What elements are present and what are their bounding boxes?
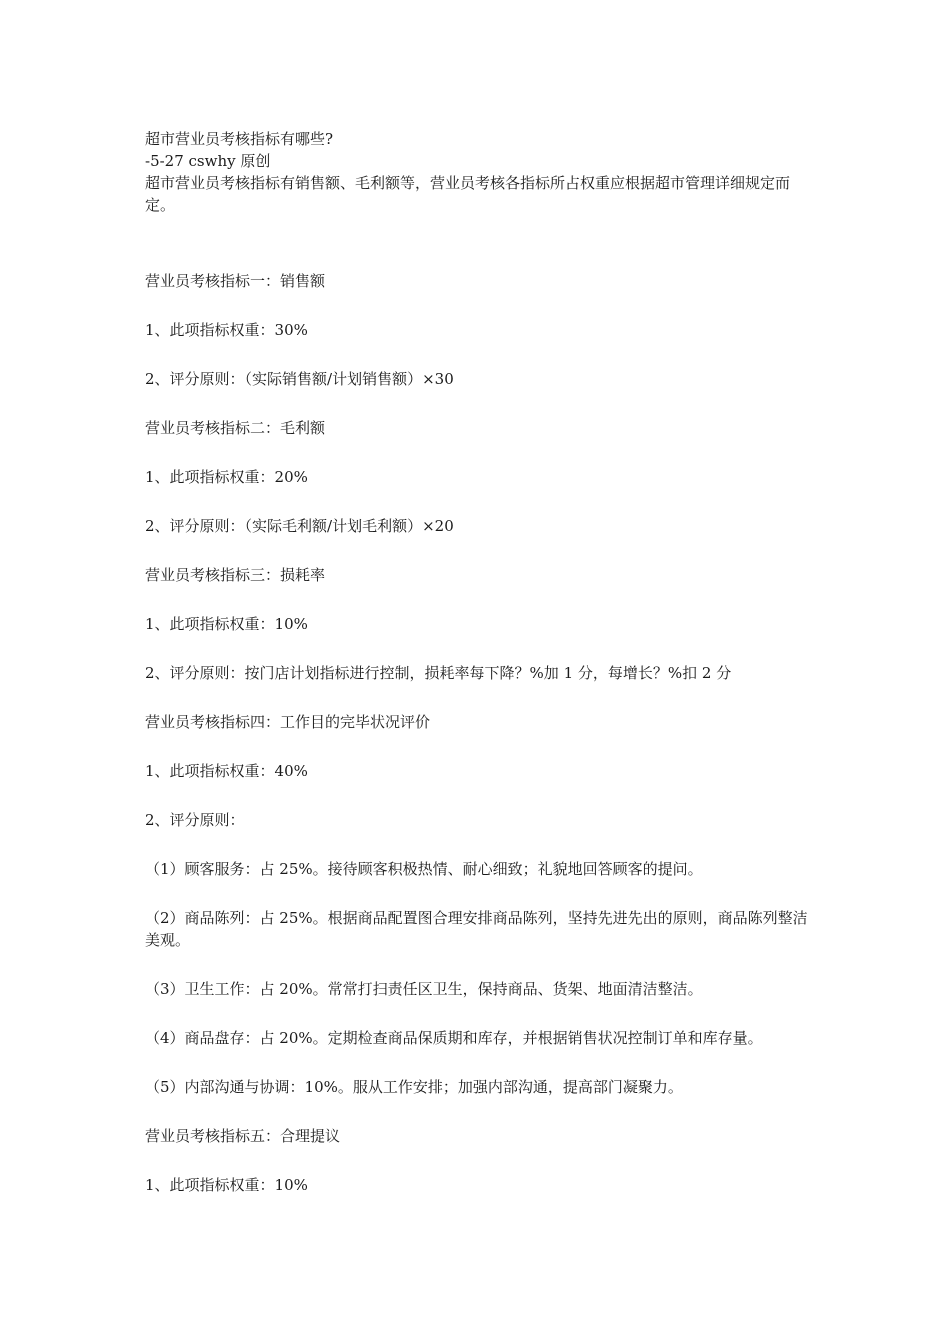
- document-meta: -5-27 cswhy 原创: [145, 152, 271, 170]
- document-body: [145, 128, 825, 1223]
- section-5-title: 营业员考核指标五：合理提议: [145, 1127, 341, 1145]
- section-4-item-4: （4）商品盘存：占 20%。定期检查商品保质期和库存，并根据销售状况控制订单和库存量。: [145, 1029, 763, 1047]
- document-title: 超市营业员考核指标有哪些?: [145, 130, 334, 148]
- section-3-weight: 1、此项指标权重：10%: [145, 615, 308, 633]
- section-4-item-5: （5）内部沟通与协调：10%。服从工作安排；加强内部沟通，提高部门凝聚力。: [145, 1078, 683, 1096]
- section-5-weight: 1、此项指标权重：10%: [145, 1176, 308, 1194]
- section-4-title: 营业员考核指标四：工作目的完毕状况评价: [145, 713, 431, 731]
- intro-paragraph: 超市营业员考核指标有销售额、毛利额等，营业员考核各指标所占权重应根据超市管理详细规定而定。: [145, 174, 791, 214]
- section-2-title: 营业员考核指标二：毛利额: [145, 419, 326, 437]
- section-3-title: 营业员考核指标三：损耗率: [145, 566, 326, 584]
- section-2-rule: 2、评分原则：（实际毛利额/计划毛利额）×20: [145, 517, 454, 535]
- section-3-rule: 2、评分原则：按门店计划指标进行控制，损耗率每下降？%加 1 分，每增长？%扣 2 分: [145, 664, 732, 682]
- section-1-title: 营业员考核指标一：销售额: [145, 272, 326, 290]
- section-4-item-3: （3）卫生工作：占 20%。常常打扫责任区卫生，保持商品、货架、地面清洁整洁。: [145, 980, 703, 998]
- section-1-rule: 2、评分原则：（实际销售额/计划销售额）×30: [145, 370, 454, 388]
- section-1-weight: 1、此项指标权重：30%: [145, 321, 308, 339]
- spacer: [145, 216, 825, 270]
- section-2-weight: 1、此项指标权重：20%: [145, 468, 308, 486]
- section-4-item-2: （2）商品陈列：占 25%。根据商品配置图合理安排商品陈列，坚持先进先出的原则，商品陈列整洁美观。: [145, 909, 808, 949]
- section-4-weight: 1、此项指标权重：40%: [145, 762, 308, 780]
- section-4-item-1: （1）顾客服务：占 25%。接待顾客积极热情、耐心细致；礼貌地回答顾客的提问。: [145, 860, 703, 878]
- section-4-rule: 2、评分原则：: [145, 811, 245, 829]
